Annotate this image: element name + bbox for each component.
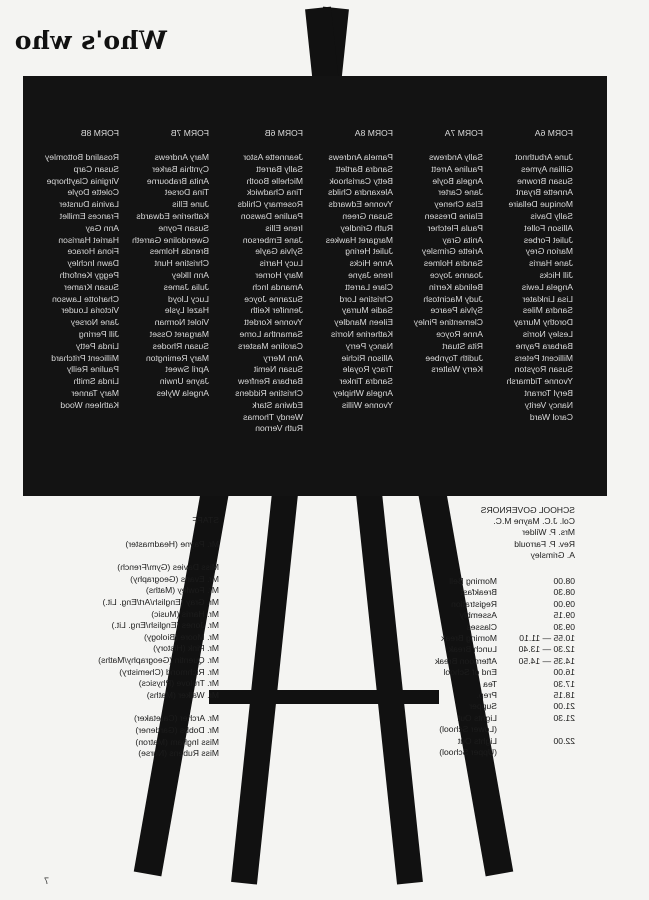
student-name: Belinda Kerrin (429, 281, 483, 292)
student-name: June Ellis (172, 199, 209, 210)
form-heading: FORM 8A (354, 128, 393, 138)
student-name: Judith Toynbee (425, 352, 483, 363)
timetable-activity: Lights Out (457, 712, 497, 723)
student-name: Rita Stuart (442, 340, 483, 351)
school-governors (481, 505, 575, 561)
student-name: Frances Emillet (59, 210, 119, 221)
student-name: Yvonne Willis (341, 399, 393, 410)
student-name: Barbara Renfrew (238, 376, 303, 387)
student-name: Sally Andrews (429, 152, 483, 162)
governors-list (481, 516, 575, 561)
student-name: Jill Hicks (539, 269, 573, 280)
staff-member: Mr. Evans (Geography) (130, 573, 219, 584)
timetable-activity: Breakfast (460, 587, 497, 598)
student-name: Rosalind Bottomley (44, 152, 119, 162)
timetable-time: 08.00 (553, 576, 575, 586)
staff-member: Mr. Moore (Biology) (144, 631, 219, 642)
staff-member: Mr. Harris (Music) (151, 608, 219, 619)
student-name: Jayne Unwin (159, 376, 209, 387)
student-name: Nancy Verity (524, 399, 573, 410)
staff-member: Miss Davies (Gym/French) (117, 562, 219, 573)
form-column (23, 128, 119, 412)
form-heading: FORM 6A (534, 128, 573, 138)
timetable-row (435, 713, 575, 724)
student-name: Mary Remington (145, 352, 209, 363)
timetable-time: 09.15 (553, 610, 575, 621)
headmaster: Mr. Payne (Headmaster) (125, 538, 219, 549)
student-name: April Sweet (165, 364, 209, 375)
timetable-time: 12.30 — 13.40 (518, 644, 575, 655)
timetable-activity: Assembly (459, 610, 497, 621)
timetable-time: 10.55 — 11.10 (519, 633, 575, 644)
student-name: Clare Larrett (345, 281, 393, 292)
student-name: Jennifer Keith (250, 305, 303, 316)
student-name: Lisa Linklater (522, 293, 573, 304)
student-name: Tracy Royale (342, 364, 393, 375)
student-name: Colette Doyle (67, 187, 119, 198)
student-name: Jane Carter (438, 187, 483, 198)
student-name: Marion Grey (525, 246, 573, 257)
student-name: Allison Richie (341, 352, 393, 363)
form-heading: FORM 7A (444, 128, 483, 138)
timetable-time: 09.00 (553, 598, 575, 609)
student-name: Edwina Stark (252, 399, 303, 410)
student-name: Lavinia Dunster (59, 199, 119, 210)
student-name: Pauline Arrett (431, 163, 483, 174)
student-name: Angela Boyle (432, 175, 483, 186)
timetable-activity: Lights Out (457, 735, 497, 746)
timetable-row (435, 736, 575, 747)
timetable-activity: End of School (443, 667, 497, 678)
student-name: Charlotte Lawson (52, 293, 119, 304)
student-name: Christine Riddens (235, 387, 303, 398)
staff-member: Mr. Quentin (Geography/Maths) (98, 654, 219, 665)
student-name: Katherine Norris (330, 328, 393, 339)
student-name: Elsa Cheney (434, 199, 483, 210)
student-name: Yvonne Edwards (328, 199, 393, 210)
student-name: Margaret Osset (149, 328, 209, 339)
student-name: Anita Brabourne (146, 175, 209, 186)
student-name: Ariette Grimsley (421, 246, 483, 257)
timetable-time: 22.00 (553, 735, 575, 746)
student-name: Linda Smith (73, 376, 119, 387)
timetable-row (435, 576, 575, 587)
timetable-activity: Supper (469, 701, 497, 712)
staff-member: Mr. Richmond (Chemistry) (119, 666, 219, 677)
staff-member: Miss Rubens (Nurse) (138, 748, 219, 759)
timetable-row (435, 587, 575, 598)
student-name: Annette Bryant (516, 187, 573, 198)
student-name: Sally Davis (530, 210, 573, 221)
timetable-time: 14.35 — 14.50 (518, 655, 575, 666)
timetable-activity: Tea (483, 678, 497, 689)
governor: A. Grimsley (530, 549, 575, 560)
easel-crossbar (209, 690, 439, 704)
student-name: Beryl Torrant (524, 387, 573, 398)
timetable-row (435, 679, 575, 690)
student-name: Susan Carp (73, 163, 119, 174)
student-name: Pauline Reilly (66, 364, 119, 375)
student-name: Cynthia Barker (152, 163, 209, 174)
timetable-time: 17.30 (553, 678, 575, 689)
student-name: Pauline Dawson (240, 210, 303, 221)
timetable-activity: Registration (451, 598, 497, 609)
form-column (113, 128, 209, 400)
student-name: Harriet Harrison (58, 234, 119, 245)
timetable-activity: (Lower School) (439, 724, 497, 735)
student-name: Mary Andrews (154, 152, 209, 162)
student-name: Eileen Mandley (334, 317, 393, 328)
timetable-row (435, 599, 575, 610)
student-name: Linda Petty (76, 340, 119, 351)
student-name: Juliet Forbes (523, 234, 573, 245)
student-name: Angela Wyles (156, 387, 209, 398)
student-name: Angela Whipley (333, 387, 393, 398)
student-name: Mary Horner (255, 269, 303, 280)
form-heading: FORM 8B (80, 128, 119, 138)
student-name: Nancy Perry (345, 340, 393, 351)
student-name: Victoria Louder (61, 305, 119, 316)
student-name: Carol Ward (529, 411, 573, 422)
student-name: Violet Norman (154, 317, 209, 328)
student-name: Virginia Claythorpe (46, 175, 119, 186)
governor: Mrs. P. Wilder (522, 527, 575, 538)
daily-timetable (435, 576, 575, 759)
student-name: Sandra Tinker (339, 376, 393, 387)
staff-member: Mr. Fowley (Maths) (145, 585, 219, 596)
timetable-time: 09.30 (553, 621, 575, 632)
staff-member: Mr. Jones (English/Eng. Lit.) (111, 620, 219, 631)
student-name: Clementine Pinley (413, 317, 483, 328)
student-name: Susan Green (342, 210, 393, 221)
student-name: Kathleen Wood (60, 399, 119, 410)
student-name: Dawn Inchley (67, 258, 119, 269)
timetable-time: 21.30 (553, 712, 575, 723)
student-name: Sally Barrett (256, 163, 303, 174)
student-name: Tina Dorset (164, 187, 209, 198)
student-name: Yvonne Tidmarsh (506, 376, 573, 387)
student-name: Katherine Edwards (136, 210, 209, 221)
form-names (207, 152, 303, 435)
page-title: Who's who (14, 26, 167, 55)
timetable-time: 16.00 (553, 667, 575, 678)
form-heading: FORM 7B (170, 128, 209, 138)
student-name: Jane Norsey (70, 317, 119, 328)
student-name: Caroline Masters (238, 340, 303, 351)
timetable-row (435, 644, 575, 655)
timetable-activity: Morning Bell (449, 576, 497, 586)
student-name: Tina Chadwick (246, 187, 303, 198)
student-name: Samantha Lorne (239, 328, 303, 339)
student-name: Anne Royce (436, 328, 483, 339)
student-name: June Arbuthnot (515, 152, 573, 162)
student-name: Angela Lewis (521, 281, 573, 292)
timetable-row (435, 667, 575, 678)
student-name: Gwendoline Garreth (132, 234, 209, 245)
timetable-time (497, 724, 575, 735)
student-name: Sylvia Pearce (430, 305, 483, 316)
student-name: Pamela Andrews (328, 152, 393, 162)
student-name: Jane Harris (529, 258, 573, 269)
timetable-row (435, 656, 575, 667)
student-name: Susan Browne (517, 175, 573, 186)
governor: Rev. P. Farrould (514, 538, 575, 549)
timetable-activity: Afternoon Break (434, 655, 497, 666)
student-name: Fiona Horace (67, 246, 119, 257)
student-name: Monique Dellaire (508, 199, 573, 210)
staff-member: Mr. Gray (English/Art/Eng. Lit.) (102, 596, 219, 607)
timetable-row (435, 747, 575, 758)
student-name: Elaine Dressen (424, 210, 483, 221)
student-name: Christine Hunt (154, 258, 209, 269)
form-names (387, 152, 483, 376)
student-name: Irene Ellis (265, 222, 303, 233)
student-name: Susan Kramer (64, 281, 119, 292)
form-names (477, 152, 573, 423)
student-name: Irene Jayne (348, 269, 393, 280)
student-name: Yvonne Kordett (244, 317, 303, 328)
page-number: 7 (43, 876, 49, 886)
student-name: Jeannette Astor (243, 152, 303, 162)
staff-member: Mr. Trulove (Physics) (138, 678, 219, 689)
student-name: Lesley Norris (522, 328, 573, 339)
student-name: Allison Follet (524, 222, 573, 233)
student-name: Hazel Lysle (164, 305, 209, 316)
timetable-row (435, 724, 575, 735)
timetable-row (435, 610, 575, 621)
student-name: Juliet Hering (345, 246, 393, 257)
timetable-time: 18.15 (553, 690, 575, 701)
staff-member: Mr. Dobbs (Gardener) (135, 724, 219, 735)
student-name: Sandra Miles (522, 305, 573, 316)
student-name: Paula Fletcher (427, 222, 483, 233)
student-name: Anne Hicks (349, 258, 393, 269)
student-name: Ann Ilkley (171, 269, 209, 280)
student-name: Susan Foyne (158, 222, 209, 233)
student-name: Ruth Grindley (340, 222, 393, 233)
student-name: Millicent Pritchard (51, 352, 119, 363)
student-name: Lucy Lloyd (167, 293, 209, 304)
staff-member: Mr. Walker (Maths) (146, 689, 219, 700)
student-name: Mary Tanner (71, 387, 119, 398)
timetable-activity: Lunch Break (448, 644, 497, 655)
timetable-row (435, 701, 575, 712)
form-names (23, 152, 119, 412)
student-name: Joanne Joyce (429, 269, 483, 280)
student-name: Alexandra Childs (328, 187, 393, 198)
student-name: Judy Macintosh (423, 293, 483, 304)
student-name: Rosemary Childs (237, 199, 303, 210)
form-column (207, 128, 303, 435)
form-names (113, 152, 209, 400)
teachers-list (98, 562, 219, 701)
support-staff-list (98, 713, 219, 759)
staff-list (98, 515, 219, 760)
student-name: Jane Emberson (242, 234, 303, 245)
student-name: Michelle Booth (246, 175, 303, 186)
form-heading: FORM 6B (264, 128, 303, 138)
form-column (297, 128, 393, 412)
staff-heading: STAFF (192, 515, 219, 525)
governor: Col. J.C. Mayne M.C. (493, 516, 575, 527)
student-name: Susan Rhodes (152, 340, 209, 351)
student-name: Amanda Inch (252, 281, 303, 292)
staff-member: Miss Ingham (Matron) (135, 736, 219, 747)
timetable-time: 08.30 (553, 587, 575, 598)
student-name: Ruth Vernon (255, 423, 303, 434)
student-name: Sadie Murray (341, 305, 393, 316)
student-name: Brenda Holmes (149, 246, 209, 257)
student-name: Betty Carrishook (329, 175, 393, 186)
student-name: Sandra Bartlett (335, 163, 393, 174)
student-name: Ann Merry (263, 352, 303, 363)
timetable-activity: Classes (466, 621, 497, 632)
student-name: Gillian Aymes (521, 163, 573, 174)
student-name: Jill Perring (78, 328, 119, 339)
student-name: Millicent Peters (514, 352, 573, 363)
student-name: Ann Gay (85, 222, 119, 233)
timetable-row (435, 622, 575, 633)
student-name: Susan Nemit (253, 364, 303, 375)
governors-heading: SCHOOL GOVERNORS (480, 505, 575, 515)
student-name: Kerry Walters (431, 364, 483, 375)
student-name: Wendy Thomas (243, 411, 303, 422)
student-name: Sandra Holmes (423, 258, 483, 269)
student-name: Susan Royston (514, 364, 573, 375)
student-name: Sylvia Gayle (255, 246, 303, 257)
timetable-time: 21.00 (553, 701, 575, 712)
timetable-row (435, 633, 575, 644)
student-name: Lucy Harris (259, 258, 303, 269)
timetable-time (497, 747, 575, 758)
staff-member: Mr. Pink (History) (153, 643, 219, 654)
student-name: Dorothy Murray (513, 317, 573, 328)
form-names (297, 152, 393, 412)
student-name: Julia James (163, 281, 209, 292)
student-name: Margaret Hawkes (325, 234, 393, 245)
form-column (477, 128, 573, 423)
student-name: Anita Gray (442, 234, 483, 245)
form-column (387, 128, 483, 376)
student-name: Barbara Payne (515, 340, 573, 351)
timetable-activity: Morning Break (441, 633, 497, 644)
staff-member: Mr. Archer (Caretaker) (133, 713, 219, 724)
student-name: Suzanne Joyce (244, 293, 303, 304)
timetable-row (435, 690, 575, 701)
timetable-activity: (Upper School) (439, 747, 497, 758)
student-name: Peggy Kenforth (59, 269, 119, 280)
timetable-activity: Prep. (476, 690, 497, 701)
student-name: Christine Lord (339, 293, 393, 304)
